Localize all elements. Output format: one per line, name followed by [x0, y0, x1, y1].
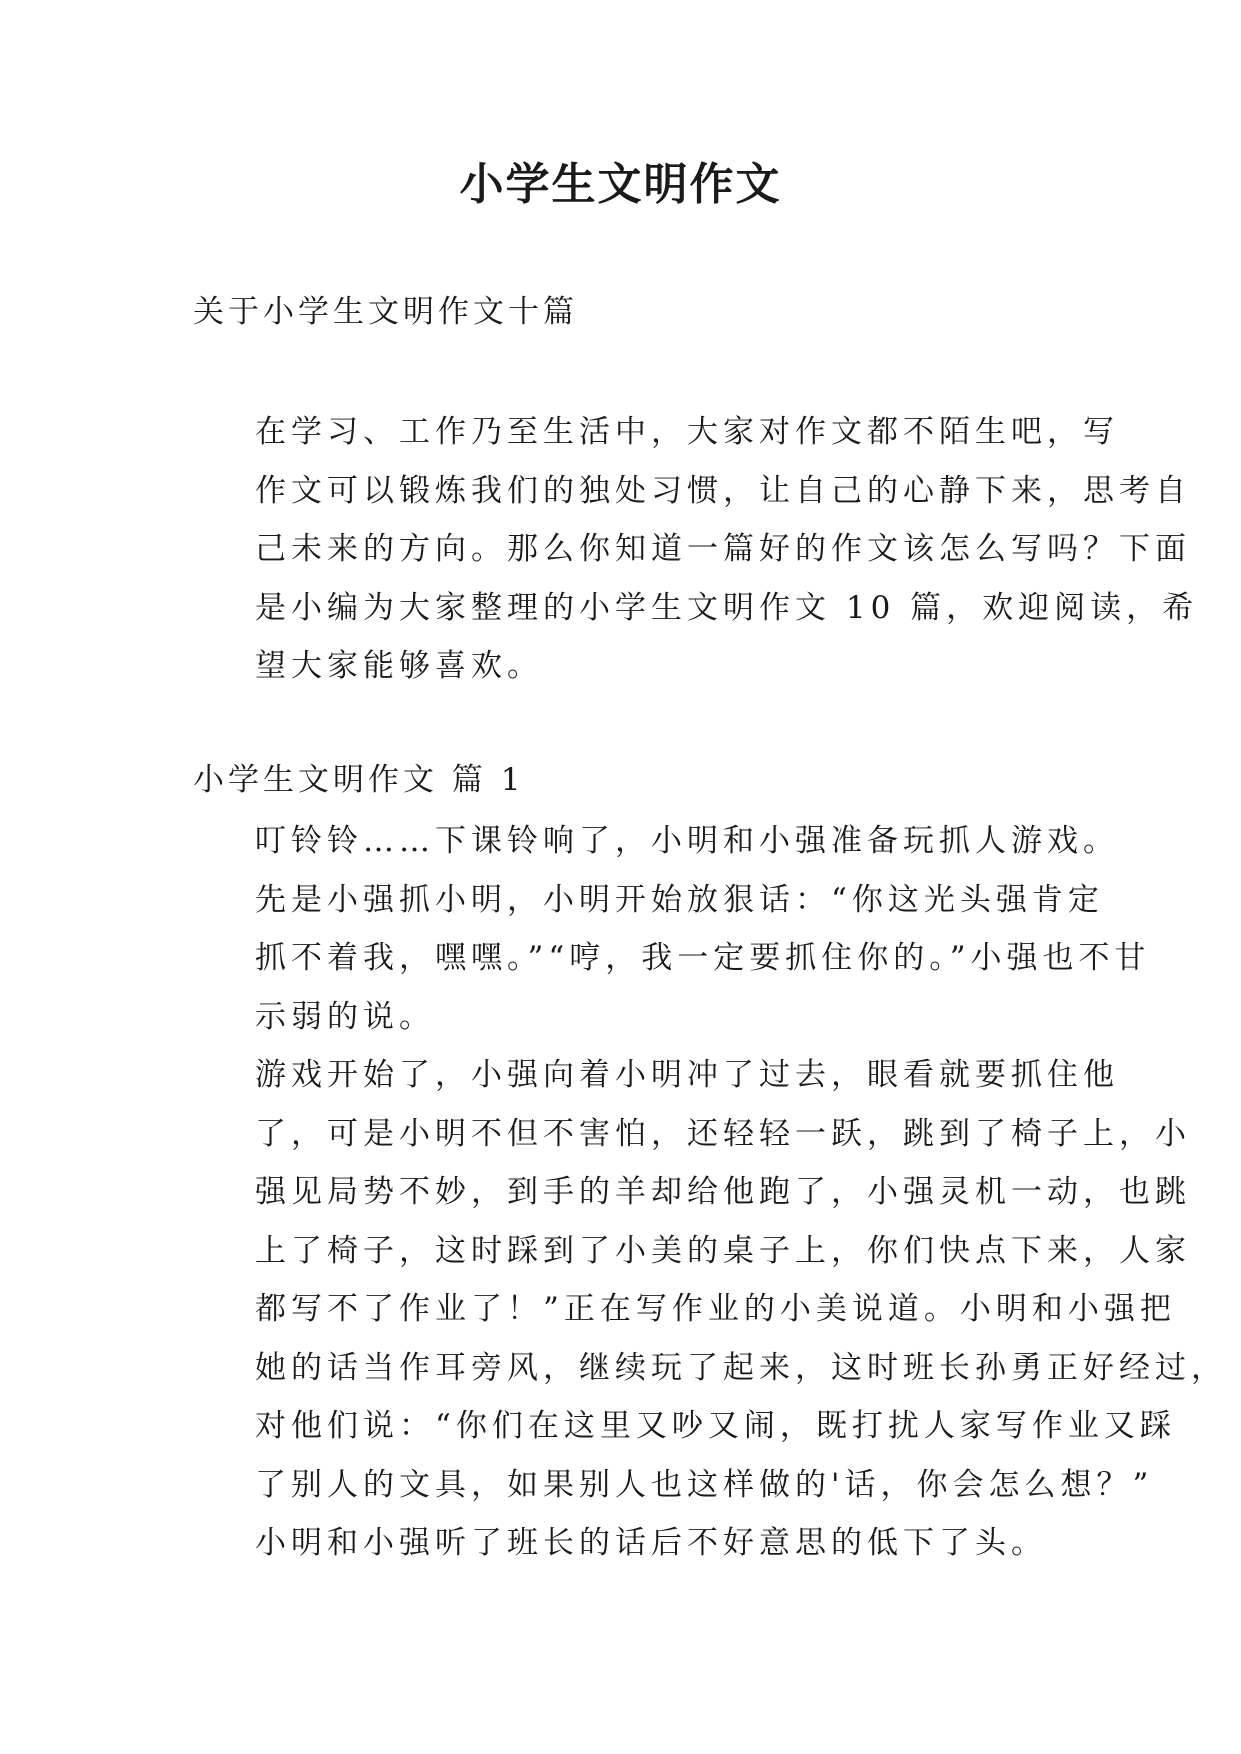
essay-line: 强见局势不妙，到手的羊却给他跑了，小强灵机一动，也跳 [255, 1174, 1191, 1210]
essay-line: 上了椅子，这时踩到了小美的桌子上，你们快点下来，人家 [255, 1232, 1191, 1269]
essay-paragraph [193, 1514, 1053, 1573]
essay-line: 她的话当作耳旁风，继续玩了起来，这时班长孙勇正好经过， [255, 1349, 1227, 1386]
intro-line: 在学习、工作乃至生活中，大家对作文都不陌生吧，写 [255, 414, 1119, 450]
essay-paragraph [193, 871, 1151, 1047]
intro-line: 望大家能够喜欢。 [255, 648, 543, 684]
essay-line: 先是小强抓小明，小明开始放狠话：“你这光头强肯定 [255, 881, 1104, 918]
section-heading: 小学生文明作文 篇 1 [193, 762, 525, 798]
intro-paragraph [193, 403, 1199, 696]
essay-line: 对他们说：“你们在这里又吵又闹，既打扰人家写作业又踩 [255, 1408, 1176, 1444]
intro-line: 己未来的方向。那么你知道一篇好的作文该怎么写吗？下面 [255, 531, 1191, 567]
intro-line: 是小编为大家整理的小学生文明作文 10 篇，欢迎阅读，希 [255, 589, 1199, 626]
essay-line: 示弱的说。 [255, 998, 435, 1035]
essay-line: 抓不着我，嘿嘿。”“哼，我一定要抓住你的。”小强也不甘 [255, 940, 1151, 976]
essay-line: 了别人的文具，如果别人也这样做的'话，你会怎么想？” [255, 1466, 1154, 1503]
intro-text [193, 403, 1199, 696]
essay-paragraph [193, 812, 1119, 871]
essay-line: 游戏开始了，小强向着小明冲了过去，眼看就要抓住他 [255, 1057, 1119, 1093]
intro-line: 作文可以锻炼我们的独处习惯，让自己的心静下来，思考自 [255, 472, 1191, 509]
essay-paragraph [193, 1046, 1227, 1514]
essay-line: 叮铃铃……下课铃响了，小明和小强准备玩抓人游戏。 [255, 823, 1119, 859]
essay-line: 了，可是小明不但不害怕，还轻轻一跃，跳到了椅子上，小 [255, 1115, 1191, 1152]
essay-line: 小明和小强听了班长的话后不好意思的低下了头。 [255, 1525, 1047, 1561]
essay-line: 都写不了作业了！”正在写作业的小美说道。小明和小强把 [255, 1291, 1176, 1327]
document-title: 小学生文明作文 [459, 159, 782, 210]
document-subtitle: 关于小学生文明作文十篇 [193, 294, 578, 330]
essay-body [193, 812, 1227, 1573]
